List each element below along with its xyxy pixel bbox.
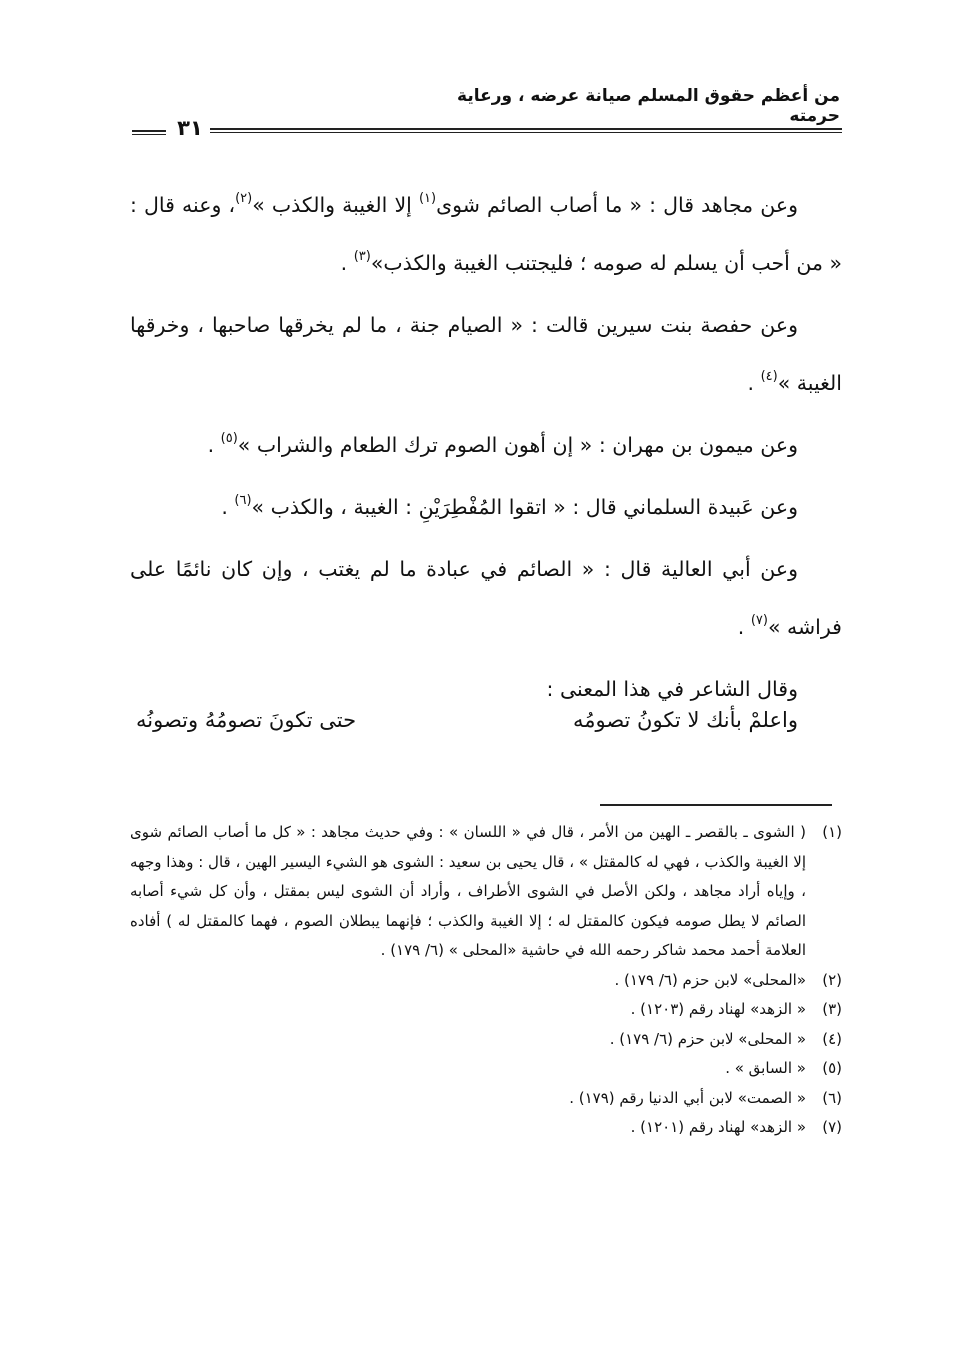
footnote-4 xyxy=(130,1025,842,1055)
footnote-2 xyxy=(130,966,842,996)
footnote-text: « السابق » . xyxy=(725,1059,806,1077)
footnote-ref-3[interactable]: (٣) xyxy=(353,249,371,265)
footnote-1 xyxy=(130,818,842,966)
footnote-text: « المحلى» لابن حزم (٦/ ١٧٩) . xyxy=(609,1029,806,1048)
verse-first-hemistich: واعلمْ بأنك لا تكونُ تصومُه xyxy=(572,708,798,732)
footnote-number: (٧) xyxy=(822,1118,842,1136)
main-text xyxy=(130,176,842,718)
footnote-text: « الصمت» لابن أبي الدنيا رقم (١٧٩) . xyxy=(569,1088,806,1107)
paragraph-abida: وعن عَبيدة السلماني قال : « اتقوا المُفْطِرَيْنِ : الغيبة ، والكذب »$^{(٦)}$ . xyxy=(221,493,798,519)
paragraph-hafsa: وعن حفصة بنت سيرين قالت : « الصيام جنة ، ما لم يخرقها صاحبها ، وخرقها الغيبة »$^{(٤)}$ . xyxy=(130,313,842,395)
paragraph-maymun: وعن ميمون بن مهران : « إن أهون الصوم ترك الطعام والشراب »$^{(٥)}$ . xyxy=(207,431,798,457)
footnote-ref-5[interactable]: (٥) xyxy=(220,431,238,447)
footnote-ref-7[interactable]: (٧) xyxy=(750,613,768,629)
footnote-separator xyxy=(600,804,832,806)
footnote-number: (٣) xyxy=(822,1000,842,1018)
footnote-number: (٥) xyxy=(822,1059,842,1077)
footnote-7 xyxy=(130,1113,842,1143)
footnote-text: ( الشوى ـ بالقصر ـ الهين من الأمر ، قال في « اللسان » : وفي حديث مجاهد : « كل ما أصاب الصائم شوى إلا الغيبة والكذب ، فهي له كالمقتل » ، قال يحيى بن سعيد : الشوى هو الشيء اليسير الهين ، قال : وهذا وجهه ، وإياه أراد مجاهد ، ولكن الأصل في الشوى الأطراف ، وأراد أن الشوى ليس بمقتل ، وأن كل شيء أصابه الصائم لا يطل صومه فيكون كالمقتل له ؛ إلا الغيبة والكذب ؛ فإنهما يبطلان الصوم ، فهما كالمقتل له ) أفاده العلامة أحمد محمد شاكر رحمه الله في حاشية «المحلى » (٦/ ١٧٩) . xyxy=(130,823,806,959)
footnote-text: « الزهد» لهناد رقم (١٢٠٣) . xyxy=(630,1000,806,1018)
footnote-text: «المحلى» لابن حزم (٦/ ١٧٩) . xyxy=(614,970,806,989)
footnote-text: « الزهد» لهناد رقم (١٢٠١) . xyxy=(630,1118,806,1136)
page-number: ٣١ xyxy=(177,116,203,140)
paragraph-mujahid: وعن مجاهد قال : « ما أصاب الصائم شوى$^{(١)}$ إلا الغيبة والكذب »$^{(٢)}$، وعنه قال : « من أحب أن يسلم له صومه ؛ فليجتنب الغيبة والكذب»$^{(٣)}$ . xyxy=(130,191,842,275)
footnote-ref-4[interactable]: (٤) xyxy=(760,369,778,385)
footnote-number: (٤) xyxy=(822,1029,842,1048)
footnote-ref-2[interactable]: (٢) xyxy=(235,191,253,207)
footnote-6 xyxy=(130,1084,842,1114)
footnote-number: (١) xyxy=(822,823,842,841)
paragraph-abu-aliya: وعن أبي العالية قال : « الصائم في عبادة ما لم يغتب ، وإن كان نائمًا على فراشه »$^{(٧)}$ . xyxy=(130,557,842,639)
footnote-ref-1[interactable]: (١) xyxy=(418,191,437,207)
footnote-ref-6[interactable]: (٦) xyxy=(234,493,252,509)
footnote-number: (٦) xyxy=(822,1088,842,1107)
footnote-5 xyxy=(130,1054,842,1084)
footnotes xyxy=(130,818,842,1143)
paragraph-poet-intro: وقال الشاعر في هذا المعنى : xyxy=(546,677,798,701)
header-rule xyxy=(210,128,842,133)
poem-verse xyxy=(130,708,842,756)
page-number-dash xyxy=(132,130,166,135)
footnote-3 xyxy=(130,995,842,1025)
footnote-number: (٢) xyxy=(822,970,842,989)
verse-second-hemistich: حتى تكونَ تصومُهُ وتصونُه xyxy=(136,708,357,732)
running-title: من أعظم حقوق المسلم صيانة عرضه ، ورعاية حرمته xyxy=(457,86,840,126)
